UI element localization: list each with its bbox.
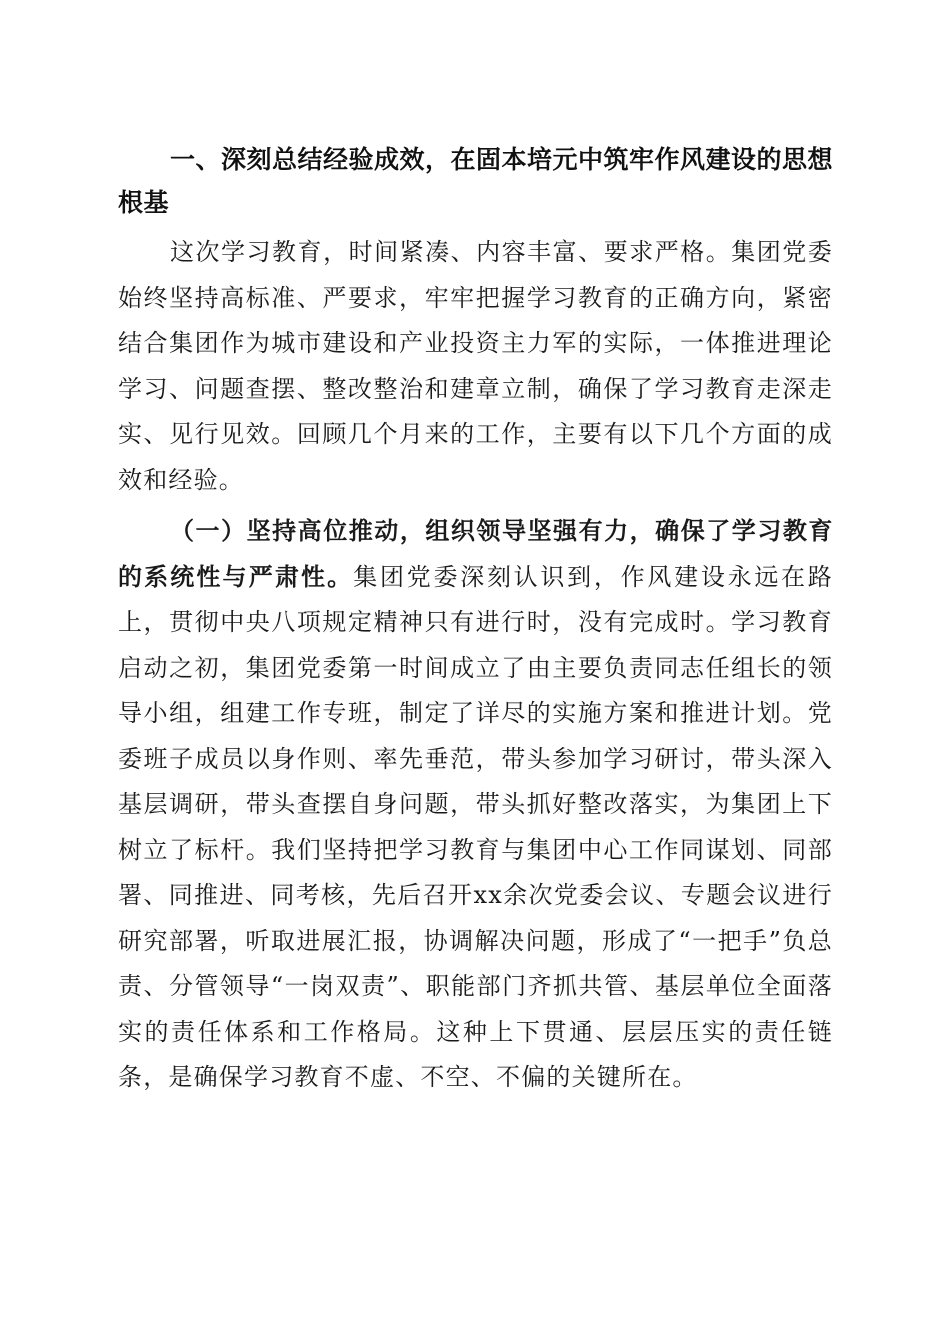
body-paragraph-2 [118, 509, 833, 1101]
subsection-body-text: 集团党委深刻认识到，作风建设永远在路上，贯彻中央八项规定精神只有进行时，没有完成时。学习教育启动之初，集团党委第一时间成立了由主要负责同志任组长的领导小组，组建工作专班，制定了详尽的实施方案和推进计划。党委班子成员以身作则、率先垂范，带头参加学习研讨，带头深入基层调研，带头查摆自身问题，带头抓好整改落实，为集团上下树立了标杆。我们坚持把学习教育与集团中心工作同谋划、同部署、同推进、同考核，先后召开xx余次党委会议、专题会议进行研究部署，听取进展汇报，协调解决问题，形成了“一把手”负总责、分管领导“一岗双责”、职能部门齐抓共管、基层单位全面落实的责任体系和工作格局。这种上下贯通、层层压实的责任链条，是确保学习教育不虚、不空、不偏的关键所在。 [118, 562, 833, 1091]
subsection-lead-sentence: （一）坚持高位推动，组织领导坚强有力，确保了学习教育的系统性与严肃性。 [118, 517, 833, 591]
document-page [118, 138, 833, 1101]
section-heading: 一、深刻总结经验成效，在固本培元中筑牢作风建设的思想根基 [118, 145, 834, 217]
body-paragraph-1: 这次学习教育，时间紧凑、内容丰富、要求严格。集团党委始终坚持高标准、严要求，牢牢把握学习教育的正确方向，紧密结合集团作为城市建设和产业投资主力军的实际，一体推进理论学习、问题查摆、整改整治和建章立制，确保了学习教育走深走实、见行见效。回顾几个月来的工作，主要有以下几个方面的成效和经验。 [118, 238, 833, 494]
